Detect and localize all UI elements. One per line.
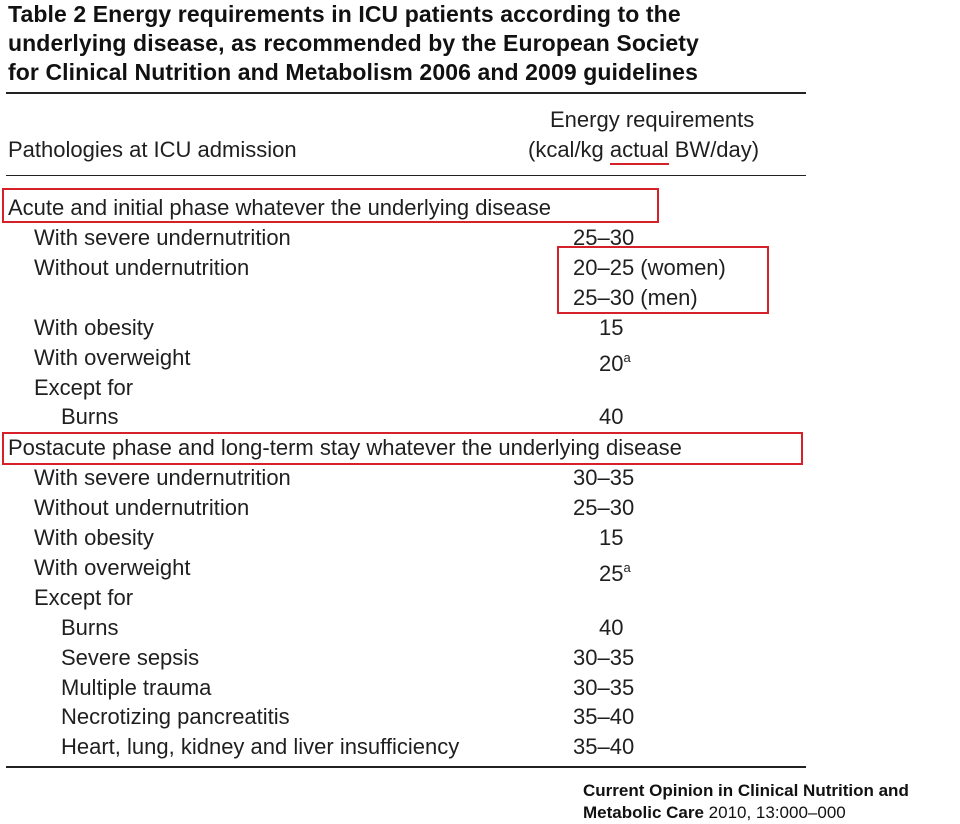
- journal-name-line2: [583, 802, 909, 824]
- row-value: 35–40: [573, 734, 635, 759]
- highlight-box-postacute: [2, 432, 803, 465]
- row-value-number: 20: [599, 351, 624, 376]
- row-label: Except for: [34, 375, 134, 400]
- highlight-box-acute: [2, 188, 659, 223]
- row-value: [599, 345, 631, 377]
- row-value-number: 25: [599, 561, 624, 586]
- table-title-line-3: for Clinical Nutrition and Metabolism 2006 and 2009 guidelines: [8, 59, 698, 85]
- row-label: Without undernutrition: [34, 255, 250, 280]
- section-label-postacute: Postacute phase and long-term stay whatever the underlying disease: [8, 435, 682, 460]
- column-header-energy-line2: [528, 137, 759, 163]
- highlight-box-women-men: [557, 246, 769, 314]
- row-value: 15: [599, 525, 624, 550]
- row-value: 20–25 (women): [573, 255, 726, 280]
- row-label: Multiple trauma: [61, 675, 212, 700]
- row-value-secondary: 25–30 (men): [573, 285, 698, 310]
- table-title-line-2: underlying disease, as recommended by the European Society: [8, 30, 699, 56]
- table-title: [8, 0, 818, 87]
- row-label: With obesity: [34, 525, 154, 550]
- column-header-pathologies: Pathologies at ICU admission: [8, 137, 297, 162]
- table-bottom-rule: [6, 766, 806, 768]
- row-label: Heart, lung, kidney and liver insufficiency: [61, 734, 460, 759]
- row-value: 35–40: [573, 704, 635, 729]
- row-label: With overweight: [34, 345, 191, 370]
- footnote-marker: a: [623, 350, 631, 365]
- row-value: 30–35: [573, 645, 635, 670]
- column-header-energy-actual: actual: [610, 137, 669, 165]
- row-value: 40: [599, 404, 624, 429]
- row-label: Without undernutrition: [34, 495, 250, 520]
- row-value: 25–30: [573, 495, 635, 520]
- table-title-line-1: Table 2 Energy requirements in ICU patients according to the: [8, 1, 681, 27]
- row-label: Except for: [34, 585, 134, 610]
- row-label: With obesity: [34, 315, 154, 340]
- column-header-energy-post: BW/day): [668, 137, 760, 162]
- journal-citation: [583, 780, 909, 824]
- footnote-marker: a: [623, 560, 631, 575]
- row-value: 30–35: [573, 465, 635, 490]
- row-value: 15: [599, 315, 624, 340]
- journal-citation-year: 2010, 13:000–000: [703, 803, 846, 822]
- table-top-rule: [6, 92, 806, 94]
- row-label: Necrotizing pancreatitis: [61, 704, 290, 729]
- row-label: Burns: [61, 404, 119, 429]
- row-label: With severe undernutrition: [34, 465, 291, 490]
- row-label: Severe sepsis: [61, 645, 200, 670]
- table-header-rule: [6, 175, 806, 176]
- journal-name-line1: Current Opinion in Clinical Nutrition and: [583, 781, 909, 800]
- row-value: 30–35: [573, 675, 635, 700]
- row-value: 25–30: [573, 225, 635, 250]
- row-label: With severe undernutrition: [34, 225, 291, 250]
- row-label: With overweight: [34, 555, 191, 580]
- row-value: [599, 555, 631, 587]
- journal-name-line2-bold: Metabolic Care: [583, 803, 704, 822]
- column-header-energy-pre: (kcal/kg: [528, 137, 610, 162]
- row-value: 40: [599, 615, 624, 640]
- row-label: Burns: [61, 615, 119, 640]
- column-header-energy-line1: Energy requirements: [550, 107, 755, 132]
- section-label-acute: Acute and initial phase whatever the underlying disease: [8, 195, 552, 220]
